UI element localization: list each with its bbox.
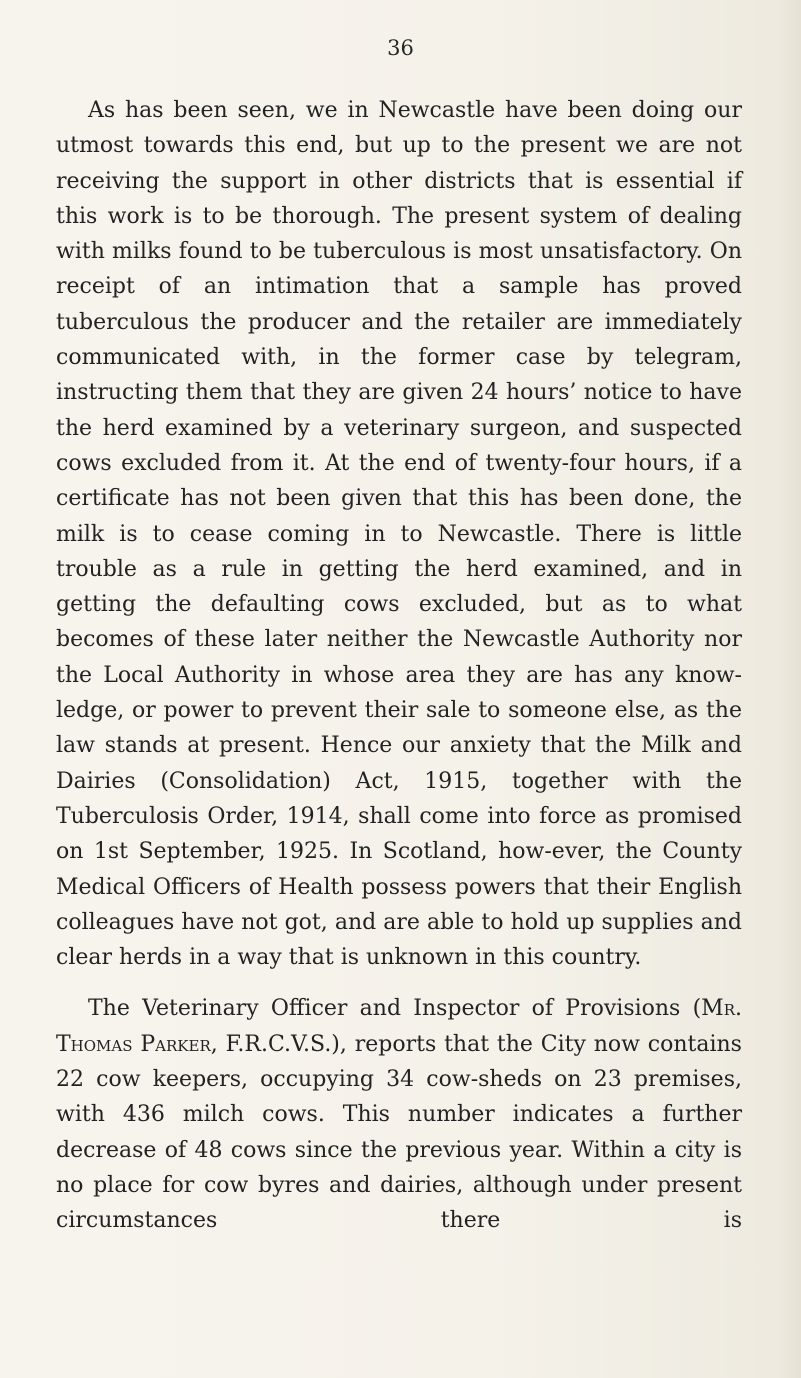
paragraph-veterinary-officer <box>56 991 742 1238</box>
paragraph-text-after-name: , F.R.C.V.S.), reports that the City now contains 22 cow keepers, occupying 34 cow-sheds on 23 premises, with 436 milch cows. This number indicates a further decrease of 48 cows since the previous year. Within a city is no place for cow byres and dairies, although under present circumstances there is <box>56 1031 742 1234</box>
paragraph-text-before-name: The Veterinary Officer and Inspector of Provisions ( <box>88 996 702 1022</box>
body-text <box>56 93 742 1239</box>
officer-name: Mr. Thomas Parker <box>56 996 742 1057</box>
paragraph-tuberculous-milk: As has been seen, we in Newcastle have been doing our utmost towards this end, but up to the present we are not receiving the support in other districts that is essential if this work is to be thorough. The present system of dealing with milks found to be tuberculous is most unsatisfactory. On receipt of an intimation that a sample has proved tuberculous the producer and the retailer are immediately communicated with, in the former case by telegram, instructing them that they are given 24 hours’ notice to have the herd examined by a veterinary surgeon, and suspected cows excluded from it. At the end of twenty-four hours, if a certificate has not been given that this has been done, the milk is to cease coming in to Newcastle. There is little trouble as a rule in getting the herd examined, and in getting the defaulting cows excluded, but as to what becomes of these later neither the Newcastle Authority nor the Local Authority in whose area they are has any know-ledge, or power to prevent their sale to someone else, as the law stands at present. Hence our anxiety that the Milk and Dairies (Consolidation) Act, 1915, together with the Tuberculosis Order, 1914, shall come into force as promised on 1st September, 1925. In Scotland, how-ever, the County Medical Officers of Health possess powers that their English colleagues have not got, and are able to hold up supplies and clear herds in a way that is unknown in this country. <box>56 98 742 971</box>
page-number: 36 <box>387 36 414 60</box>
